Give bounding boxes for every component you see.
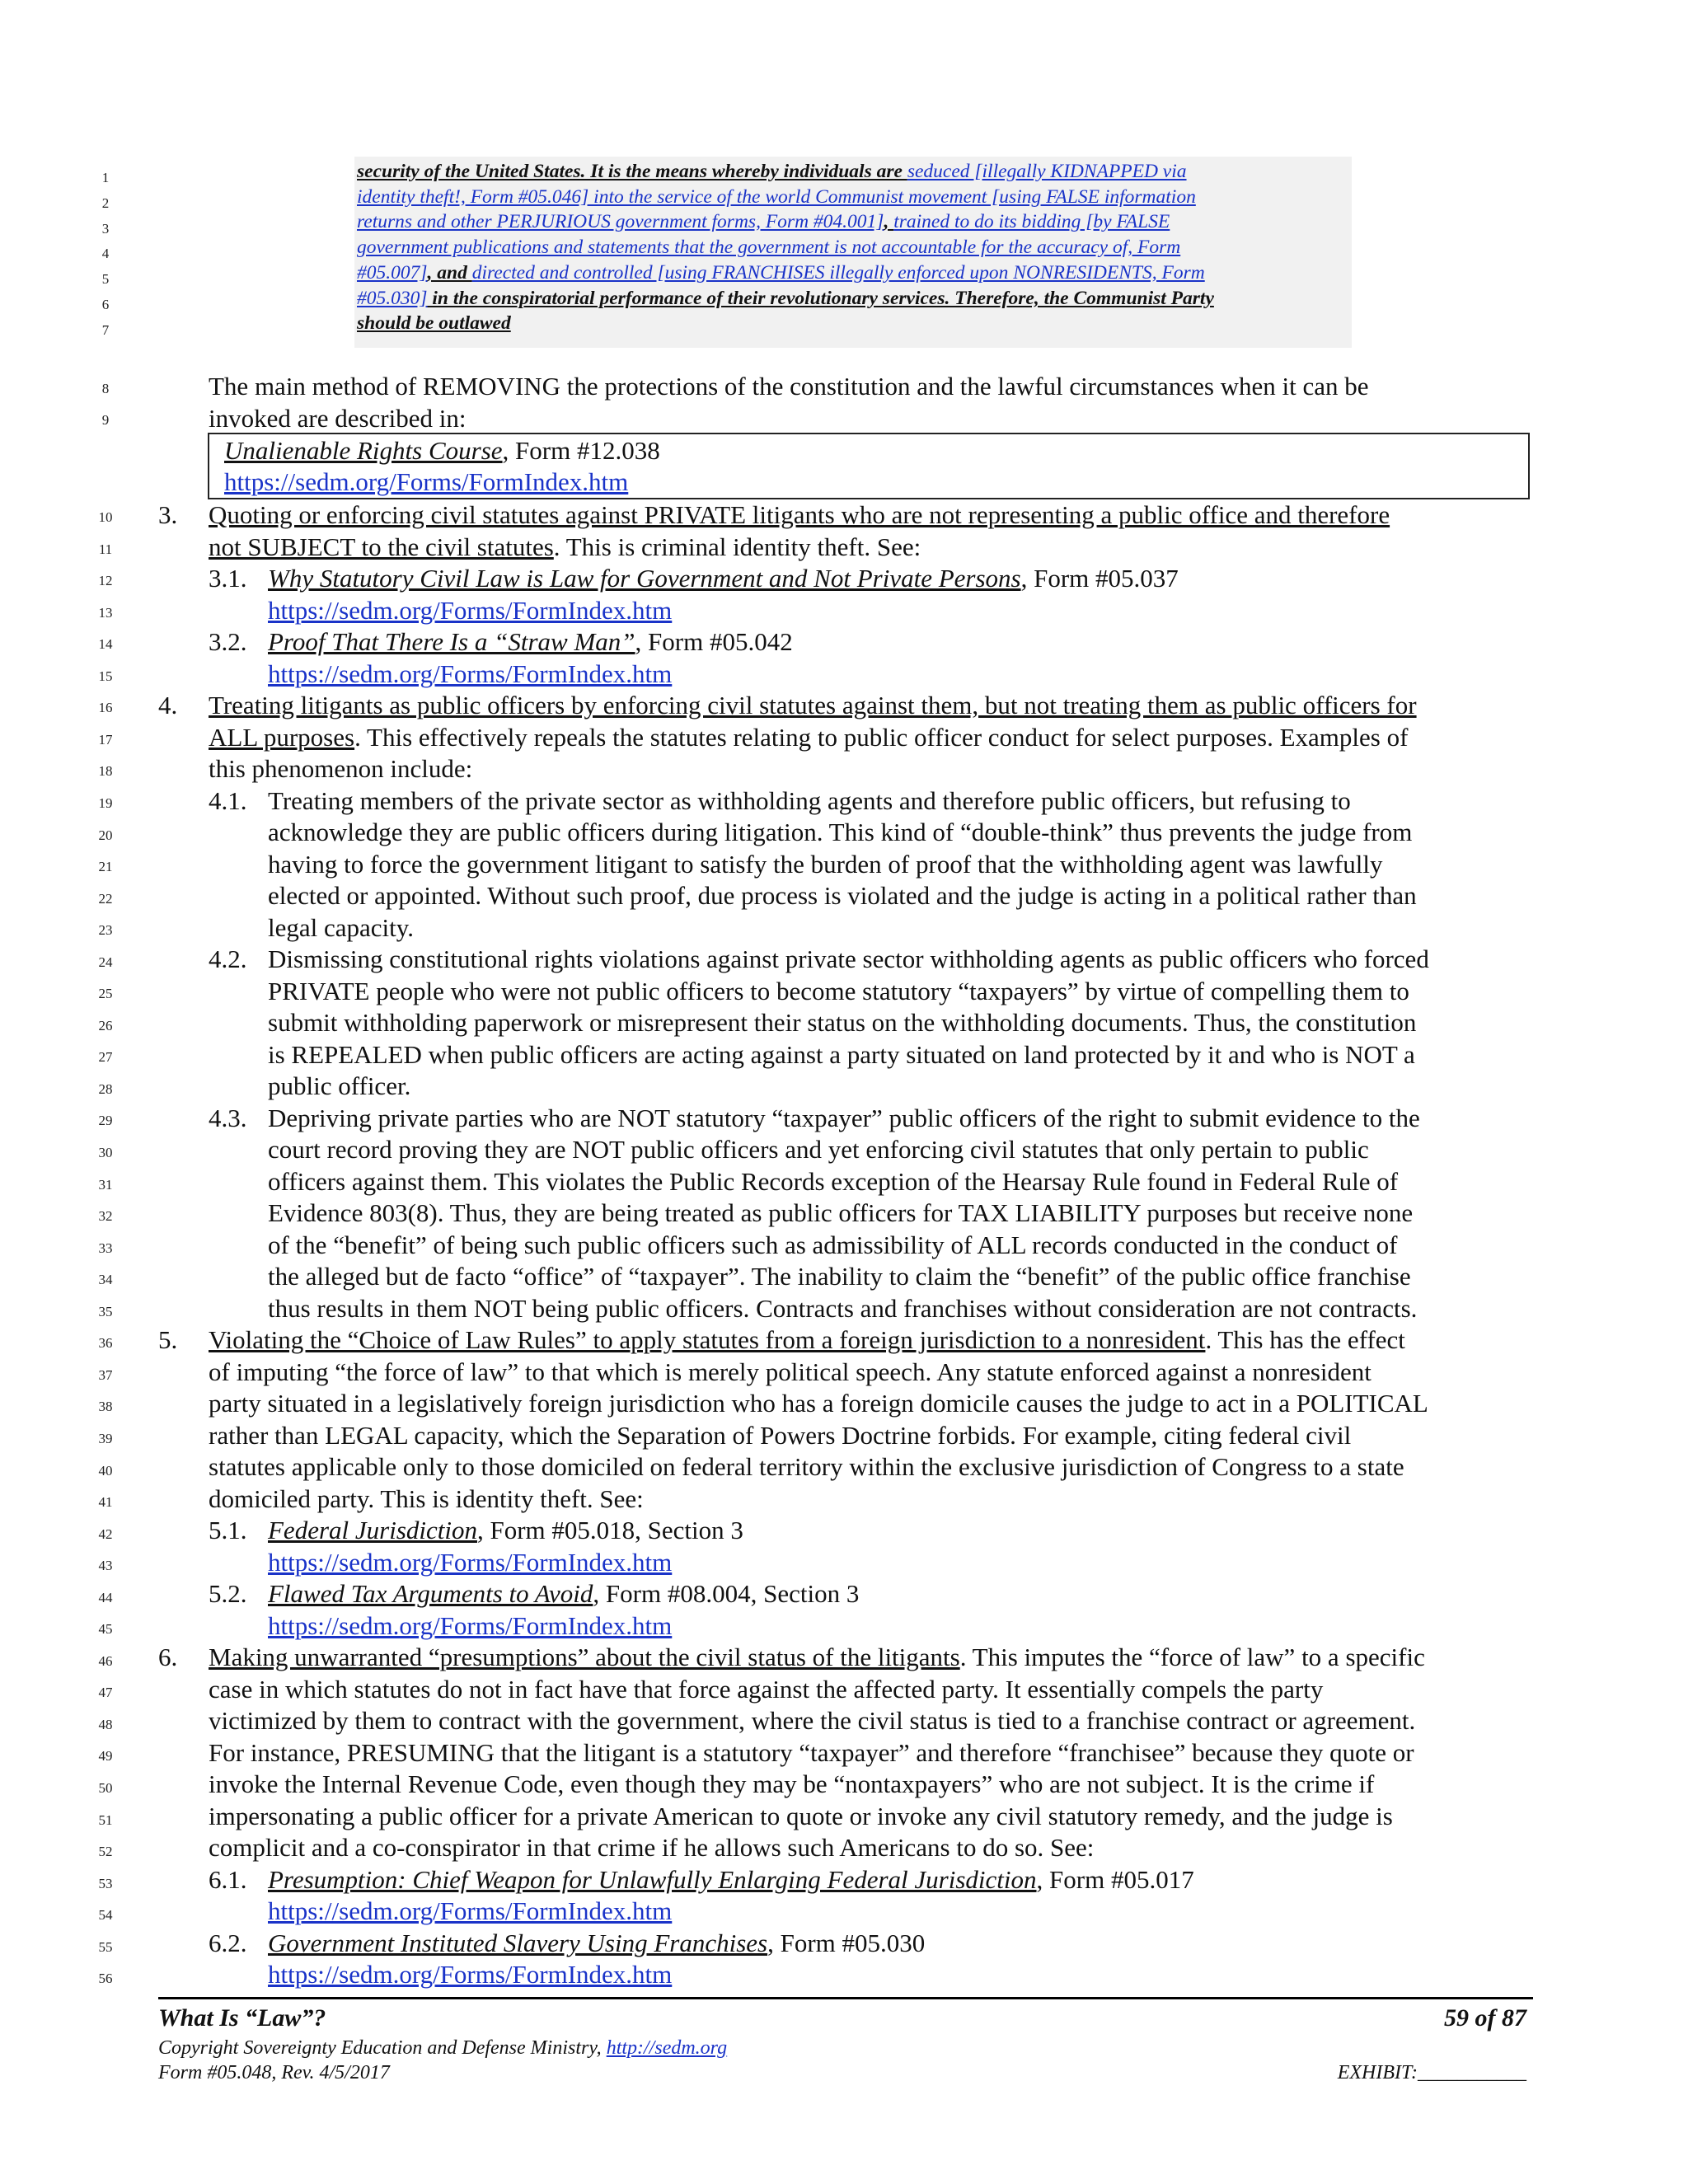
- subitem-line: the alleged but de facto “office” of “taxpayer”. The inability to claim the “benefit” of the public office franchise: [268, 1262, 1411, 1291]
- subitem-line: Treating members of the private sector as withholding agents and therefore public officers, but refusing to: [268, 786, 1351, 815]
- line-number: 22: [98, 890, 113, 907]
- subitem-number: 5.1.: [209, 1516, 247, 1544]
- quote-line-1: security of the United States. It is the means whereby individuals are seduced [illegally KIDNAPPED via: [357, 161, 1187, 182]
- quote-link[interactable]: returns and other PERJURIOUS government forms, Form #04.001]: [357, 211, 884, 232]
- item-number: 5.: [158, 1325, 178, 1354]
- line-number: 51: [98, 1811, 113, 1828]
- footer-rule: [158, 1997, 1533, 1999]
- line-number: 33: [98, 1240, 113, 1256]
- footer-title: What Is “Law”?: [158, 2004, 326, 2032]
- subitem-line: legal capacity.: [268, 913, 414, 942]
- item-heading: Making unwarranted “presumptions” about the civil status of the litigants. This imputes the “force of law” to a specific: [209, 1643, 1425, 1671]
- line-number: 24: [98, 954, 113, 970]
- subitem-title: Proof That There Is a “Straw Man”, Form #05.042: [268, 627, 793, 656]
- subitem-url[interactable]: https://sedm.org/Forms/FormIndex.htm: [268, 1548, 673, 1577]
- subitem-line: having to force the government litigant to satisfy the burden of proof that the withholding agent was lawfully: [268, 850, 1383, 879]
- quote-link[interactable]: #05.007]: [357, 262, 428, 284]
- line-number: 7: [101, 321, 110, 338]
- subitem-line: Depriving private parties who are NOT statutory “taxpayer” public officers of the right to submit evidence to the: [268, 1104, 1420, 1132]
- line-number: 10: [98, 509, 113, 525]
- quote-line-4[interactable]: government publications and statements that the government is not accountable for the accuracy of, Form: [357, 237, 1181, 258]
- quote-line-2[interactable]: identity theft!, Form #05.046] into the service of the world Communist movement [using FALSE information: [357, 186, 1196, 208]
- line-number: 30: [98, 1145, 113, 1160]
- line-number: 3: [101, 220, 110, 237]
- quote-line-7: should be outlawed: [357, 312, 511, 334]
- line-number: 37: [98, 1366, 113, 1383]
- paragraph-line: impersonating a public officer for a private American to quote or invoke any civil statutory remedy, and the judge is: [209, 1802, 1393, 1830]
- item-number: 4.: [158, 691, 178, 719]
- paragraph-line: this phenomenon include:: [209, 754, 473, 783]
- item-number: 6.: [158, 1643, 178, 1671]
- line-number: 46: [98, 1652, 113, 1669]
- item-heading: not SUBJECT to the civil statutes. This is criminal identity theft. See:: [209, 532, 921, 561]
- line-number: 14: [98, 636, 113, 653]
- line-number: 19: [98, 794, 113, 811]
- line-number: 44: [98, 1589, 113, 1605]
- quote-line-5: #05.007], and directed and controlled [using FRANCHISES illegally enforced upon NONRESIDENTS, Form: [357, 262, 1205, 284]
- paragraph-line: rather than LEGAL capacity, which the Separation of Powers Doctrine forbids. For example, citing federal civil: [209, 1421, 1352, 1450]
- subitem-number: 3.2.: [209, 627, 247, 656]
- quote-link[interactable]: trained to do its bidding [by FALSE: [893, 211, 1170, 232]
- reference-title: Unalienable Rights Course: [224, 436, 503, 465]
- paragraph-line: domiciled party. This is identity theft. See:: [209, 1484, 644, 1513]
- subitem-number: 4.2.: [209, 944, 247, 973]
- line-number: 23: [98, 922, 113, 939]
- subitem-url[interactable]: https://sedm.org/Forms/FormIndex.htm: [268, 596, 673, 625]
- paragraph-line: complicit and a co-conspirator in that crime if he allows such Americans to do so. See:: [209, 1833, 1095, 1862]
- line-number: 56: [98, 1971, 113, 1987]
- subitem-number: 6.2.: [209, 1929, 247, 1957]
- line-number: 54: [98, 1907, 113, 1924]
- line-number: 12: [98, 573, 113, 589]
- line-number: 11: [98, 541, 113, 557]
- line-number: 42: [98, 1526, 113, 1542]
- item-heading: Quoting or enforcing civil statutes against PRIVATE litigants who are not representing a public office and therefore: [209, 500, 1390, 529]
- quote-line-6: #05.030] in the conspiratorial performance of their revolutionary services. Therefore, the Communist Party: [357, 288, 1214, 309]
- subitem-line: thus results in them NOT being public officers. Contracts and franchises without consideration are not contracts.: [268, 1294, 1418, 1323]
- subitem-number: 6.1.: [209, 1865, 247, 1894]
- line-number: 16: [98, 700, 113, 716]
- line-number: 5: [101, 271, 110, 288]
- item-number: 3.: [158, 500, 178, 529]
- item-heading: Treating litigants as public officers by enforcing civil statutes against them, but not treating them as public officers for: [209, 691, 1417, 719]
- line-number: 32: [98, 1208, 113, 1225]
- line-number: 9: [101, 412, 110, 428]
- reference-box-url[interactable]: https://sedm.org/Forms/FormIndex.htm: [224, 467, 629, 496]
- subitem-number: 4.3.: [209, 1104, 247, 1132]
- quote-line-3: returns and other PERJURIOUS government forms, Form #04.001], trained to do its bidding [by FALSE: [357, 211, 1170, 232]
- line-number: 27: [98, 1049, 113, 1066]
- subitem-line: submit withholding paperwork or misrepresent their status on the withholding documents. Thus, the constitution: [268, 1008, 1417, 1037]
- subitem-title: Why Statutory Civil Law is Law for Government and Not Private Persons, Form #05.037: [268, 564, 1179, 593]
- paragraph-line: victimized by them to contract with the government, where the civil status is tied to a franchise contract or agreement.: [209, 1706, 1416, 1735]
- subitem-line: PRIVATE people who were not public officers to become statutory “taxpayers” by virtue of compelling them to: [268, 977, 1409, 1005]
- line-number: 35: [98, 1303, 113, 1319]
- subitem-number: 4.1.: [209, 786, 247, 815]
- subitem-url[interactable]: https://sedm.org/Forms/FormIndex.htm: [268, 659, 673, 688]
- subitem-line: Dismissing constitutional rights violations against private sector withholding agents as public officers who forced: [268, 944, 1429, 973]
- subitem-title: Presumption: Chief Weapon for Unlawfully Enlarging Federal Jurisdiction, Form #05.017: [268, 1865, 1194, 1894]
- subitem-line: court record proving they are NOT public officers and yet enforcing civil statutes that only pertain to public: [268, 1135, 1369, 1164]
- paragraph-line: invoked are described in:: [209, 404, 467, 433]
- page-number: 59 of 87: [1444, 2004, 1526, 2032]
- subitem-line: elected or appointed. Without such proof, due process is violated and the judge is acting in a political rather than: [268, 881, 1417, 910]
- item-heading: ALL purposes. This effectively repeals the statutes relating to public officer conduct for select purposes. Examples of: [209, 723, 1409, 752]
- subitem-number: 5.2.: [209, 1579, 247, 1608]
- line-number: 13: [98, 604, 113, 621]
- item-heading: Violating the “Choice of Law Rules” to apply statutes from a foreign jurisdiction to a nonresident. This has the effect: [209, 1325, 1405, 1354]
- line-number: 55: [98, 1938, 113, 1955]
- subitem-line: public officer.: [268, 1071, 411, 1100]
- subitem-url[interactable]: https://sedm.org/Forms/FormIndex.htm: [268, 1611, 673, 1640]
- line-number: 39: [98, 1430, 113, 1446]
- line-number: 34: [98, 1272, 113, 1288]
- line-number: 29: [98, 1113, 113, 1129]
- paragraph-line: invoke the Internal Revenue Code, even though they may be “nontaxpayers” who are not subject. It is the crime if: [209, 1769, 1375, 1798]
- quote-link[interactable]: directed and controlled [using FRANCHISES illegally enforced upon NONRESIDENTS, Form: [471, 262, 1205, 284]
- line-number: 1: [101, 170, 110, 185]
- line-number: 2: [101, 194, 110, 211]
- line-number: 18: [98, 763, 113, 780]
- line-number: 40: [98, 1462, 113, 1479]
- line-number: 49: [98, 1748, 113, 1765]
- line-number: 17: [98, 731, 113, 748]
- line-number: 4: [101, 246, 110, 262]
- paragraph-line: case in which statutes do not in fact have that force against the affected party. It essentially compels the party: [209, 1675, 1324, 1704]
- subitem-line: officers against them. This violates the Public Records exception of the Hearsay Rule found in Federal Rule of: [268, 1167, 1399, 1196]
- subitem-title: Government Instituted Slavery Using Franchises, Form #05.030: [268, 1929, 926, 1957]
- subitem-line: of the “benefit” of being such public officers such as admissibility of ALL records conducted in the conduct of: [268, 1230, 1398, 1259]
- footer-copyright: Copyright Sovereignty Education and Defense Ministry, http://sedm.org: [158, 2037, 728, 2059]
- subitem-url[interactable]: https://sedm.org/Forms/FormIndex.htm: [268, 1896, 673, 1925]
- quote-link[interactable]: seduced [illegally KIDNAPPED via: [907, 161, 1187, 182]
- footer-form: Form #05.048, Rev. 4/5/2017: [158, 2062, 390, 2083]
- subitem-url[interactable]: https://sedm.org/Forms/FormIndex.htm: [268, 1960, 673, 1989]
- line-number: 45: [98, 1621, 113, 1638]
- line-number: 38: [98, 1399, 113, 1415]
- line-number: 8: [101, 381, 110, 396]
- subitem-title: Federal Jurisdiction, Form #05.018, Section 3: [268, 1516, 743, 1544]
- line-number: 21: [98, 859, 113, 875]
- line-number: 47: [98, 1685, 113, 1701]
- line-number: 28: [98, 1080, 113, 1097]
- subitem-line: is REPEALED when public officers are acting against a party situated on land protected by it and who is NOT a: [268, 1040, 1415, 1069]
- paragraph-line: party situated in a legislatively foreign jurisdiction who has a foreign domicile causes the judge to act in a POLITICAL: [209, 1389, 1428, 1418]
- subitem-title: Flawed Tax Arguments to Avoid, Form #08.004, Section 3: [268, 1579, 860, 1608]
- subitem-line: acknowledge they are public officers during litigation. This kind of “double-think” thus prevents the judge from: [268, 818, 1413, 846]
- quote-link[interactable]: #05.030]: [357, 288, 428, 309]
- line-number: 50: [98, 1780, 113, 1796]
- paragraph-line: The main method of REMOVING the protections of the constitution and the lawful circumstances when it can be: [209, 372, 1369, 401]
- line-number: 25: [98, 986, 113, 1002]
- line-number: 36: [98, 1335, 113, 1352]
- paragraph-line: of imputing “the force of law” to that which is merely political speech. Any statute enforced against a nonresident: [209, 1357, 1372, 1386]
- reference-box-title-line: Unalienable Rights Course, Form #12.038: [224, 436, 660, 465]
- line-number: 26: [98, 1017, 113, 1033]
- footer-exhibit: EXHIBIT:___________: [1337, 2062, 1526, 2083]
- line-number: 6: [101, 297, 110, 312]
- line-number: 43: [98, 1558, 113, 1574]
- line-number: 15: [98, 668, 113, 684]
- subitem-number: 3.1.: [209, 564, 247, 593]
- line-number: 52: [98, 1844, 113, 1860]
- line-number: 48: [98, 1716, 113, 1732]
- line-number: 53: [98, 1875, 113, 1891]
- subitem-line: Evidence 803(8). Thus, they are being treated as public officers for TAX LIABILITY purposes but receive none: [268, 1198, 1414, 1227]
- paragraph-line: statutes applicable only to those domiciled on federal territory within the exclusive jurisdiction of Congress to a state: [209, 1452, 1404, 1481]
- line-number: 41: [98, 1494, 113, 1511]
- line-number: 20: [98, 827, 113, 843]
- line-number: 31: [98, 1176, 113, 1193]
- footer-link[interactable]: http://sedm.org: [606, 2037, 728, 2059]
- paragraph-line: For instance, PRESUMING that the litigant is a statutory “taxpayer” and therefore “franchisee” because they quote or: [209, 1738, 1414, 1767]
